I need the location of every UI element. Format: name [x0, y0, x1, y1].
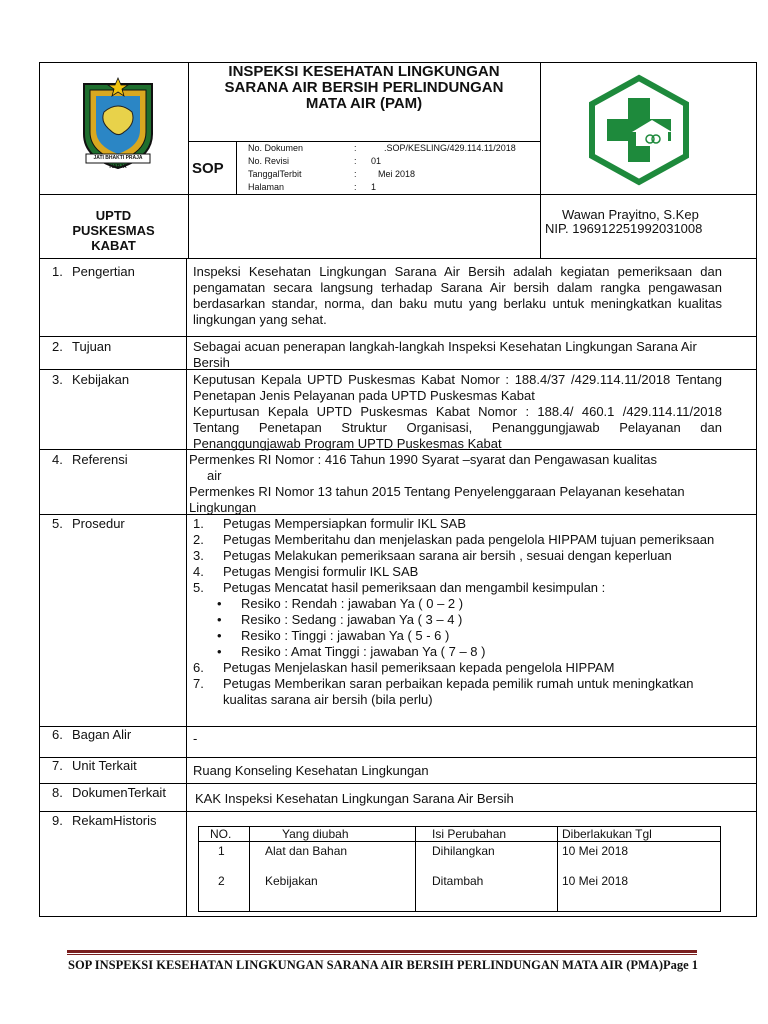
section-label: Prosedur [72, 516, 125, 531]
section-text: Kepurtusan Kepala UPTD Puskesmas Kabat Nomor : 188.4/ 460.1 /429.114.11/2018 Tentang Penetapan Struktur Organisasi, Penanggungjawab Pelayanan dan Penanggungjawab Program UPTD Puskesmas Kabat [193, 404, 722, 451]
section-label: Bagan Alir [72, 727, 132, 742]
section-number: 5. [52, 516, 63, 531]
meta-value: .SOP/KESLING/429.114.11/2018 [384, 143, 516, 153]
section-number: 8. [52, 785, 63, 800]
section-text: - [193, 731, 198, 746]
list-item: 4. Petugas Mengisi formulir IKL SAB [193, 564, 419, 579]
document-title [188, 64, 540, 112]
section-text: Sebagai acuan penerapan langkah-langkah Inspeksi Kesehatan Lingkungan Sarana Air Bersih [193, 339, 697, 370]
section-text: Permenkes RI Nomor : 416 Tahun 1990 Syarat –syarat dan Pengawasan kualitas [189, 452, 658, 467]
section-text: Inspeksi Kesehatan Lingkungan Sarana Air Bersih adalah kegiatan pemeriksaan dan pengamatan secara langsung terhadap Sarana Air bersih dalam rangka pengawasan berdasarkan standar, norma, dan baku mutu yang berlaku untuk meningkatkan kualitas lingkungan yang sehat. [193, 264, 722, 327]
divider [540, 62, 541, 258]
meta-key: Halaman [248, 182, 285, 192]
section-label: Pengertian [72, 264, 135, 279]
section-number: 6. [52, 727, 63, 742]
emblem-motto: JATI BHAKTI PRAJA HARJA [93, 155, 143, 170]
section-number: 7. [52, 758, 63, 773]
section-label: DokumenTerkait [72, 785, 166, 800]
section-label: Referensi [72, 452, 128, 467]
signer-name: Wawan Prayitno, S.Kep [562, 207, 699, 222]
regency-emblem-logo [74, 76, 162, 172]
meta-key: TanggalTerbit [248, 169, 302, 179]
meta-row: Halaman : 1 [248, 182, 377, 192]
list-item: 2. Petugas Memberitahu dan menjelaskan pada pengelola HIPPAM tujuan pemeriksaan [193, 532, 715, 547]
unit-name: UPTD PUSKESMAS KABAT [72, 208, 155, 253]
footer-rule-thin [67, 954, 697, 955]
title-line: MATA AIR (PAM) [305, 95, 423, 112]
meta-key: No. Revisi [248, 156, 290, 166]
page-footer: SOP INSPEKSI KESEHATAN LINGKUNGAN SARANA AIR BERSIH PERLINDUNGAN MATA AIR (PMA)Page 1 [68, 958, 699, 972]
section-text: Permenkes RI Nomor 13 tahun 2015 Tentang Penyelenggaraan Pelayanan kesehatan Lingkungan [189, 484, 685, 515]
section-number: 4. [52, 452, 63, 467]
list-item: 6. Petugas Menjelaskan hasil pemeriksaan kepada pengelola HIPPAM [193, 660, 615, 675]
list-item: 7. Petugas Memberikan saran perbaikan kepada pemilik rumah untuk meningkatkan kualitas sarana air bersih (bila perlu) [193, 676, 694, 707]
meta-value: 1 [371, 182, 377, 192]
list-item: 1. Petugas Mempersiapkan formulir IKL SAB [193, 516, 467, 531]
footer-rule [67, 950, 697, 953]
list-item: 5. Petugas Mencatat hasil pemeriksaan dan mengambil kesimpulan : [193, 580, 606, 595]
bullet-item: • Resiko : Sedang : jawaban Ya ( 3 – 4 ) [217, 612, 463, 627]
section-text: Ruang Konseling Kesehatan Lingkungan [193, 763, 429, 778]
document-meta [248, 142, 538, 194]
bullet-item: • Resiko : Amat Tinggi : jawaban Ya ( 7 – 8 ) [217, 644, 486, 659]
meta-key: No. Dokumen [248, 143, 304, 153]
list-item: 3. Petugas Melakukan pemeriksaan sarana air bersih , sesuai dengan keperluan [193, 548, 672, 563]
divider [39, 194, 757, 195]
meta-value: Mei 2018 [378, 169, 416, 179]
section-label: Tujuan [72, 339, 112, 354]
bullet-item: • Resiko : Tinggi : jawaban Ya ( 5 - 6 ) [217, 628, 450, 643]
section-text: air [207, 468, 222, 483]
title-line: INSPEKSI KESEHATAN LINGKUNGAN [228, 63, 500, 80]
meta-row: No. Dokumen : .SOP/KESLING/429.114.11/2018 [248, 143, 516, 153]
section-number: 9. [52, 813, 63, 828]
sop-label: SOP [192, 160, 224, 177]
section-label: Unit Terkait [72, 758, 137, 773]
section-label: RekamHistoris [72, 813, 157, 828]
section-number: 2. [52, 339, 63, 354]
meta-row: No. Revisi : 01 [248, 156, 382, 166]
title-line: SARANA AIR BERSIH PERLINDUNGAN [224, 79, 504, 96]
section-number: 1. [52, 264, 63, 279]
bullet-item: • Resiko : Rendah : jawaban Ya ( 0 – 2 ) [217, 596, 464, 611]
divider [186, 258, 187, 917]
divider [39, 258, 757, 259]
puskesmas-logo [586, 74, 692, 186]
section-label: Kebijakan [72, 372, 130, 387]
divider [236, 141, 237, 194]
meta-row: TanggalTerbit : Mei 2018 [248, 169, 416, 179]
meta-value: 01 [371, 156, 382, 166]
section-text: Keputusan Kepala UPTD Puskesmas Kabat Nomor : 188.4/37 /429.114.11/2018 Tentang Penetapan Jenis Pelayanan pada UPTD Puskesmas Kabat [193, 372, 722, 403]
signer-nip: NIP. 196912251992031008 [545, 221, 703, 236]
section-number: 3. [52, 372, 63, 387]
procedure-list [193, 516, 722, 708]
section-text: KAK Inspeksi Kesehatan Lingkungan Sarana Air Bersih [195, 791, 514, 806]
